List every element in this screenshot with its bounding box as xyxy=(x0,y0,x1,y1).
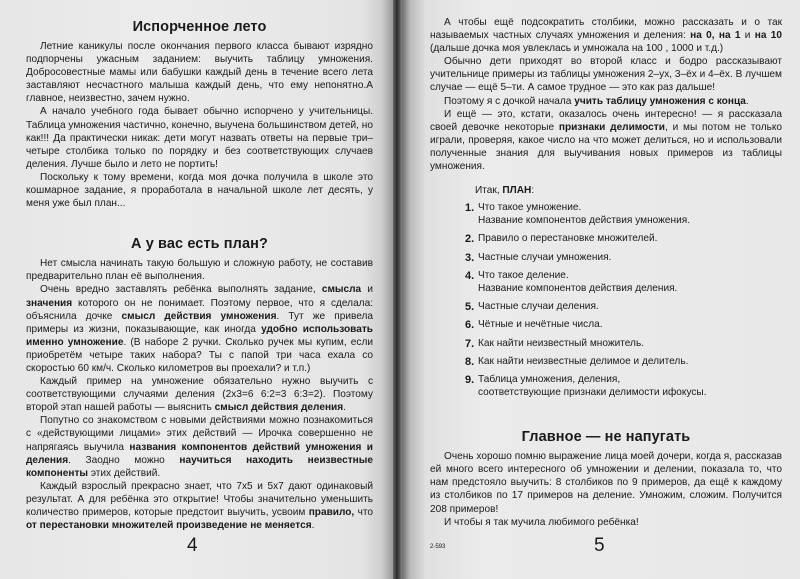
right-page xyxy=(402,0,800,579)
paragraph: А начало учебного года бывает обычно испорчено у учительницы. Таблица умножения частично, конечно, выучена большинством детей, но как!!! Да практически никак: дети могут назвать ответы на первые три–четыре столбика только по порядку и без соответствующих случаев деления. Лучше было и лето не портить! xyxy=(26,106,373,170)
section-title-spoiled-summer: Испорченное лето xyxy=(132,19,267,35)
book-spine xyxy=(393,0,402,579)
paragraph: Обычно дети приходят во второй класс и бодро рассказывают учительнице примеры из таблицы умножения 2–ух, 3–ёх и 4–ёх. В лучшем случае — ещё 5–ти. А самое трудное — это как раз дальше! xyxy=(430,56,782,94)
paragraph: Очень вредно заставлять ребёнка выполнять задание, смысла и значения которого он не понимает. Поэтому первое, что я сделала: объяснила дочке смысл действия умножения. Тут же привела примеры из жизни, показывающие, как иногда удобно использовать именно умножение. (В наборе 2 ручки. Сколько ручек мы купим, если приобретём четыре таких набора? Ты с папой три часа ехала со скоростью 60 км/ч. Сколько километров вы проехали? и т.п.) xyxy=(26,284,374,374)
spacer xyxy=(26,210,373,232)
paragraph: Летние каникулы после окончания первого класса бывают изрядно подпорчены ужасным заданием: выучить таблицу умножения. Добросовестные мамы или бабушки каждый день в течение всего лета заставляют несчастного малыша каждый день, что ему непонятно.А главное, неизвестно, зачем нужно. xyxy=(26,41,373,105)
section-title-have-plan: А у вас есть план? xyxy=(131,236,268,253)
page-number: 4 xyxy=(187,535,198,556)
plan-item: 3. Частные случаи умножения. xyxy=(465,251,612,264)
plan-item: 4. Что такое деление. Название компонентов действия деления. xyxy=(465,269,678,294)
signature-code: 2-593 xyxy=(430,544,446,550)
paragraph: Попутно со знакомством с новыми действиями можно познакомиться с «действующими лицами» этих действий — Ирочка совершенно не напрягаясь выучила названия компонентов действий умножения и деления. Заодно можно научиться находить неизвестные компоненты этих действий. xyxy=(26,415,374,479)
paragraph: Поскольку к тому времени, когда моя дочка получила в школе это кошмарное задание, я проработала в начальной школе лет десять, у меня уже был план... xyxy=(26,171,373,210)
paragraph: А чтобы ещё подсократить столбики, можно рассказать и о так называемых частных случаях умножения и деления: на 0, на 1 и на 10 (дальше дочка моя увлеклась и умножала на 100 , 1000 и т.д.) xyxy=(430,17,783,55)
paragraph: И ещё — это, кстати, оказалось очень интересно! — я рассказала своей девочке некоторые признаки делимости, и мы потом не только играли, проверяя, какое число на что может делиться, но и использовали полученные знания для выучивания новых примеров из таблицы умножения. xyxy=(430,108,782,173)
paragraph: Каждый пример на умножение обязательно нужно выучить с соответствующими случаями деления (2х3=6 6:2=3 6:3=2). Поэтому второй этап нашей работы — выяснить смысл действия деления. xyxy=(26,376,373,414)
paragraph: Каждый взрослый прекрасно знает, что 7х5 и 5х7 дают одинаковый результат. А для ребёнка это открытие! Чтобы значительно уменьшить количество примеров, которые предстоит выучить, усвоим правило, что от перестановки множителей произведение не меняется. xyxy=(26,480,373,532)
plan-item: 5. Частные случаи деления. xyxy=(465,300,599,313)
plan-item: 6. Чётные и нечётные числа. xyxy=(465,319,603,332)
plan-item: 7. Как найти неизвестный множитель. xyxy=(465,337,645,350)
paragraph: Очень хорошо помню выражение лица моей дочери, когда я, рассказав ей много всего интересного об умножении и делении, показала то, что нам предстояло выучить: 8 столбиков по 9 примеров, да ещё к каждому из столбиков по 17 примеров на деление. Умножим, сложим. Получится 208 примеров! xyxy=(430,451,782,515)
plan-item: 9. Таблица умножения, деления, соответствующие признаки делимости ифокусы. xyxy=(465,374,707,398)
paragraph: И чтобы я так мучила любимого ребёнка! xyxy=(444,516,639,528)
section-title-dont-scare: Главное — не напугать xyxy=(521,429,691,446)
page-number: 5 xyxy=(594,535,605,556)
left-page xyxy=(0,0,393,579)
plan-item: 8. Как найти неизвестные делимое и делитель. xyxy=(465,355,689,368)
plan-intro: Итак, ПЛАН: xyxy=(475,185,535,197)
plan-item: 2. Правило о перестановке множителей. xyxy=(465,233,658,246)
paragraph: Нет смысла начинать такую большую и сложную работу, не составив предварительно план её выполнения. xyxy=(26,258,373,283)
plan-list xyxy=(430,202,782,400)
spacer xyxy=(430,405,782,425)
plan-item: 1. Что такое умножение. Название компонентов действия умножения. xyxy=(465,202,691,226)
paragraph: Поэтому я с дочкой начала учить таблицу умножения с конца. xyxy=(444,95,749,107)
